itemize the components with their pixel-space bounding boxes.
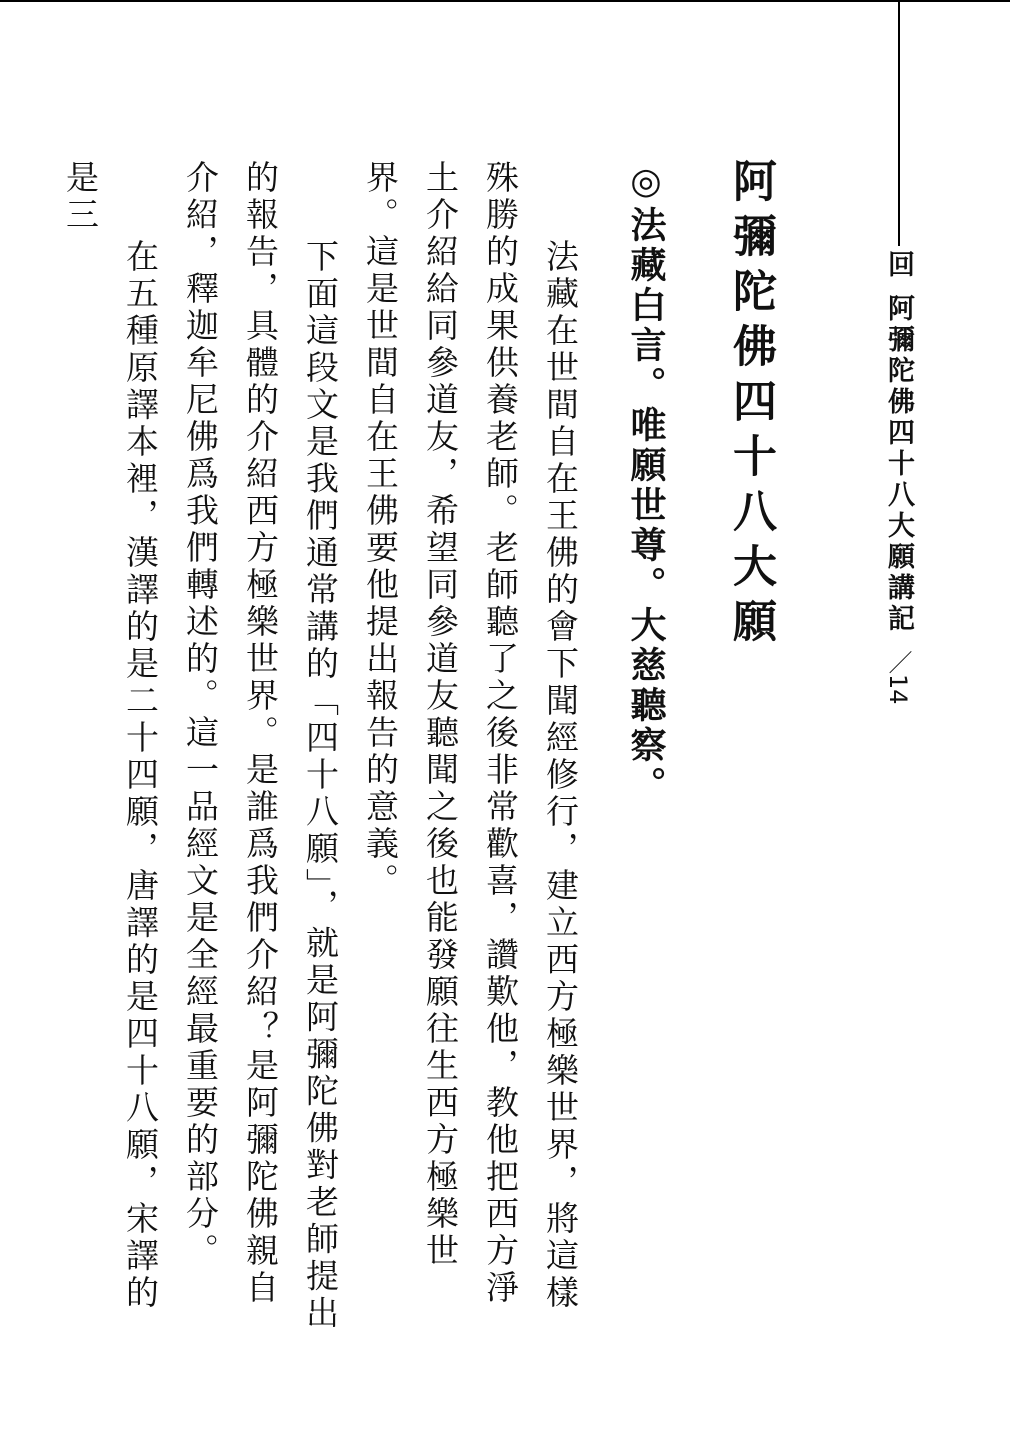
running-header: 回 阿彌陀佛四十八大願講記 — [883, 250, 914, 636]
page-number: ／14 — [884, 650, 912, 705]
paragraph-2: 下面這段文是我們通常講的「四十八願」，就是阿彌陀佛對老師提出的報告，具體的介紹西方極樂世界。是誰爲我們介紹？是阿彌陀佛親自介紹，釋迦牟尼佛爲我們轉述的。這一品經文是全經最重要的部分。 — [181, 160, 340, 1333]
paragraph-1: 法藏在世間自在王佛的會下聞經修行，建立西方極樂世界，將這樣殊勝的成果供養老師。老師聽了之後非常歡喜，讚歎他，教他把西方淨土介紹給同參道友，希望同參道友聽聞之後也能發願往生西方極樂世界。這是世間自在王佛要他提出報告的意義。 — [361, 160, 580, 1313]
top-border-line — [0, 0, 1010, 2]
header-rule-line — [898, 0, 900, 246]
section-title: 阿彌陀佛四十八大願 — [725, 158, 776, 653]
paragraph-3: 在五種原譯本裡，漢譯的是二十四願，唐譯的是四十八願，宋譯的是三 — [61, 160, 160, 1313]
body-text — [61, 160, 590, 1340]
sutra-quote: ◎法藏白言。唯願世尊。大慈聽察。 — [625, 160, 667, 806]
